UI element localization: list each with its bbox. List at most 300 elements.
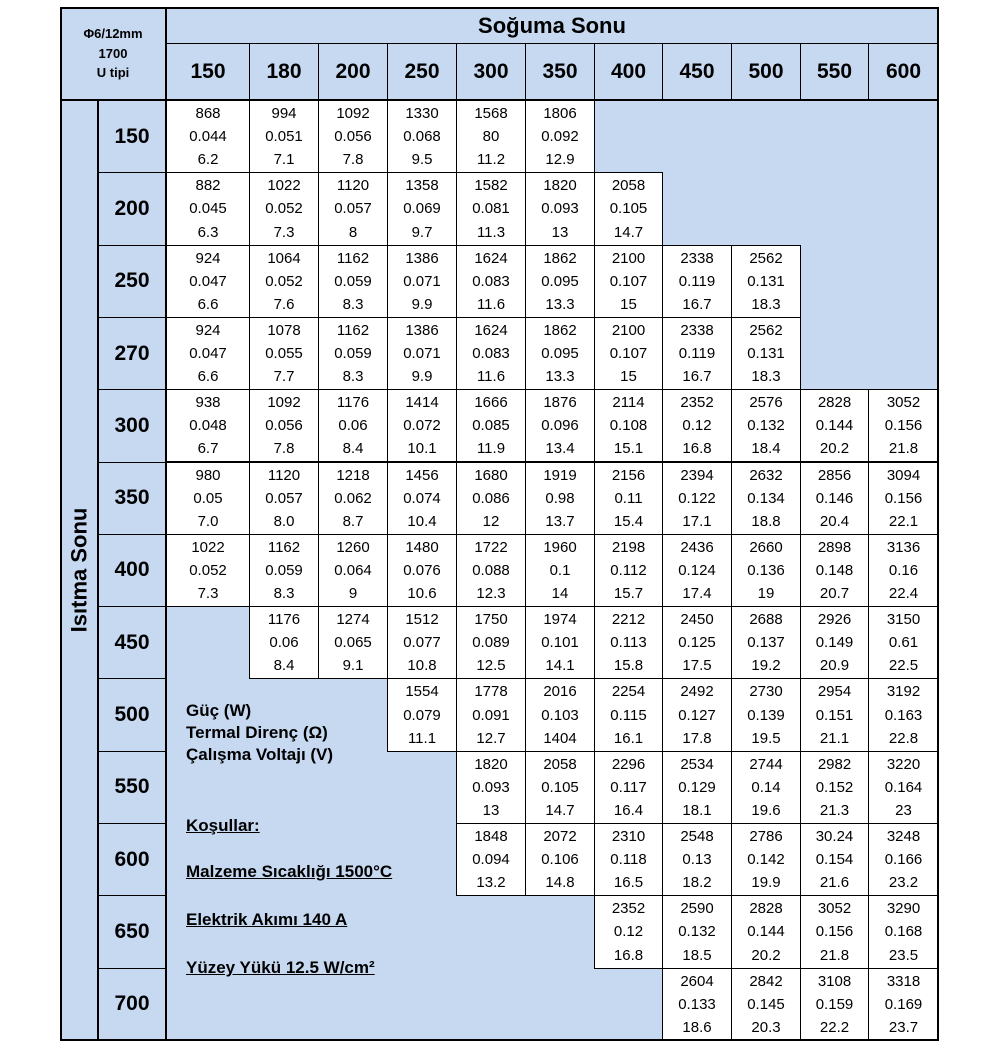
table-cell (318, 172, 388, 245)
cell-power: 2954 (817, 683, 852, 701)
cell-voltage: 12.5 (476, 657, 506, 675)
cell-voltage: 7.7 (273, 368, 295, 386)
table-cell (249, 462, 319, 535)
cell-voltage: 14.1 (545, 657, 575, 675)
cell-voltage: 18.1 (682, 801, 712, 819)
row-header-700: 700 (98, 968, 166, 1040)
cell-power: 1876 (543, 394, 577, 412)
cell-power: 3094 (886, 466, 921, 484)
table-cell (800, 968, 869, 1041)
cell-resistance: 0.1 (549, 561, 571, 579)
cell-resistance: 0.094 (472, 851, 510, 869)
cell-resistance: 0.125 (678, 634, 716, 652)
cell-power: 2562 (749, 249, 783, 267)
table-cell (525, 245, 595, 318)
cell-power: 2898 (817, 538, 852, 556)
cell-power: 924 (195, 321, 221, 339)
cell-resistance: 0.115 (610, 706, 647, 724)
cell-resistance: 0.103 (541, 706, 579, 724)
table-cell (662, 534, 732, 607)
cell-voltage: 9.1 (342, 657, 364, 675)
cell-power: 938 (195, 394, 221, 412)
table-cell (387, 606, 457, 679)
cell-resistance: 0.081 (472, 200, 510, 218)
row-header-300: 300 (98, 389, 166, 461)
table-cell (387, 317, 457, 390)
cell-power: 3220 (886, 755, 921, 773)
cell-resistance: 0.105 (609, 200, 648, 218)
table-cell (456, 751, 526, 824)
cell-voltage: 18.2 (682, 874, 712, 892)
cell-voltage: 8.4 (342, 440, 364, 458)
cell-power: 2352 (680, 394, 714, 412)
cell-resistance: 0.12 (682, 417, 712, 435)
cell-resistance: 0.092 (541, 128, 579, 146)
table-cell (868, 462, 939, 535)
cell-power: 1974 (543, 611, 577, 629)
table-cell (731, 389, 801, 462)
cell-resistance: 0.085 (472, 417, 510, 435)
cell-resistance: 0.05 (193, 489, 223, 507)
cell-voltage: 7.8 (273, 440, 295, 458)
table-cell (318, 100, 388, 173)
cell-power: 2590 (680, 900, 714, 918)
table-cell (249, 606, 319, 679)
table-cell (800, 823, 869, 896)
cell-power: 2492 (680, 683, 714, 701)
cell-power: 2562 (749, 321, 783, 339)
cell-voltage: 11.6 (476, 295, 506, 313)
cell-resistance: 0.156 (884, 489, 923, 507)
cell-resistance: 0.074 (403, 489, 441, 507)
cell-power: 2296 (611, 755, 646, 773)
corner-divider (165, 7, 167, 1041)
cell-power: 2450 (680, 611, 714, 629)
table-cell (800, 751, 869, 824)
cell-resistance: 0.108 (609, 417, 648, 435)
row-group-title-box (60, 100, 98, 1040)
cell-voltage: 13.3 (545, 295, 575, 313)
table-cell (662, 462, 732, 535)
cell-power: 2982 (817, 755, 852, 773)
table-cell (456, 823, 526, 896)
cell-voltage: 20.3 (751, 1018, 781, 1036)
table-cell (594, 389, 663, 462)
table-cell (594, 606, 663, 679)
table-cell (525, 823, 595, 896)
cell-resistance: 0.134 (747, 489, 785, 507)
cell-voltage: 14 (551, 585, 569, 603)
cell-resistance: 0.144 (815, 417, 854, 435)
cell-power: 3052 (817, 900, 852, 918)
table-cell (249, 245, 319, 318)
cell-power: 1092 (267, 394, 301, 412)
cell-resistance: 0.112 (610, 561, 647, 579)
condition-current: Elektrik Akımı 140 A (186, 910, 348, 929)
cell-power: 2254 (611, 683, 646, 701)
cell-voltage: 8.3 (273, 585, 295, 603)
cell-voltage: 8.0 (273, 512, 295, 530)
table-cell (662, 606, 732, 679)
row-header-600: 600 (98, 823, 166, 895)
table-cell (456, 678, 526, 751)
cell-voltage: 22.5 (888, 657, 919, 675)
cell-power: 2576 (749, 394, 783, 412)
cell-resistance: 0.107 (609, 345, 648, 363)
cell-voltage: 10.8 (407, 657, 437, 675)
table-cell (731, 317, 801, 390)
cell-power: 1919 (543, 466, 577, 484)
cell-resistance: 0.095 (541, 345, 579, 363)
cell-resistance: 0.052 (265, 200, 303, 218)
cell-voltage: 13 (482, 801, 500, 819)
cell-resistance: 0.118 (610, 851, 647, 869)
condition-material-temp: Malzeme Sıcaklığı 1500°C (186, 862, 393, 881)
table-cell (731, 606, 801, 679)
cell-power: 2730 (749, 683, 783, 701)
cell-voltage: 15.1 (613, 440, 644, 458)
cell-resistance: 0.064 (334, 561, 372, 579)
cell-voltage: 18.3 (751, 295, 781, 313)
cell-voltage: 20.2 (819, 440, 850, 458)
column-group-title: Soğuma Sonu (478, 12, 626, 38)
table-cell (318, 317, 388, 390)
cell-resistance: 0.057 (265, 489, 303, 507)
table-cell (387, 389, 457, 462)
cell-resistance: 0.059 (334, 272, 372, 290)
cell-resistance: 0.044 (189, 128, 227, 146)
cell-power: 2394 (680, 466, 714, 484)
table-cell (868, 751, 939, 824)
cell-resistance: 0.086 (472, 489, 510, 507)
cell-resistance: 0.156 (884, 417, 923, 435)
cell-resistance: 0.057 (334, 200, 372, 218)
cell-voltage: 18.4 (751, 440, 781, 458)
cell-power: 1680 (474, 466, 508, 484)
table-cell (594, 895, 663, 968)
table-cell (387, 678, 457, 751)
cell-power: 1820 (474, 755, 508, 773)
cell-voltage: 12.3 (476, 585, 506, 603)
cell-power: 1092 (336, 105, 370, 123)
cell-resistance: 80 (482, 128, 500, 146)
cell-power: 1750 (474, 611, 508, 629)
table-cell (456, 100, 526, 173)
cell-power: 980 (195, 466, 221, 484)
cell-resistance: 0.117 (610, 778, 647, 796)
cell-resistance: 0.089 (472, 634, 510, 652)
cell-voltage: 23.5 (888, 946, 919, 964)
cell-voltage: 16.7 (682, 368, 712, 386)
row-header-450: 450 (98, 606, 166, 678)
table-cell (731, 678, 801, 751)
cell-power: 1862 (543, 249, 577, 267)
cell-power: 1456 (405, 466, 439, 484)
table-cell (525, 172, 595, 245)
cell-power: 1386 (405, 249, 439, 267)
cell-resistance: 0.083 (472, 272, 510, 290)
cell-power: 2604 (680, 972, 714, 990)
table-cell (525, 751, 595, 824)
cell-resistance: 0.095 (541, 272, 579, 290)
table-cell (525, 100, 595, 173)
row-header-200: 200 (98, 172, 166, 244)
cell-voltage: 6.7 (197, 440, 219, 458)
cell-voltage: 16.8 (613, 946, 644, 964)
table-cell (249, 534, 319, 607)
cell-voltage: 8.3 (342, 295, 364, 313)
cell-resistance: 0.144 (747, 923, 785, 941)
cell-power: 2100 (611, 249, 646, 267)
cell-voltage: 8 (348, 223, 358, 241)
cell-voltage: 13.3 (545, 368, 575, 386)
table-cell (594, 751, 663, 824)
conditions-title: Koşullar: (186, 816, 260, 835)
cell-resistance: 0.059 (334, 345, 372, 363)
cell-power: 1820 (543, 177, 577, 195)
column-header-500: 500 (731, 44, 800, 100)
row-header-550: 550 (98, 751, 166, 823)
cell-voltage: 20.7 (819, 585, 850, 603)
cell-resistance: 0.124 (678, 561, 716, 579)
cell-voltage: 19.9 (751, 874, 781, 892)
cell-voltage: 11.3 (476, 223, 506, 241)
cell-voltage: 10.4 (407, 512, 437, 530)
cell-resistance: 0.132 (747, 417, 785, 435)
cell-power: 2016 (543, 683, 577, 701)
cell-resistance: 0.148 (815, 561, 854, 579)
table-cell (662, 968, 732, 1041)
column-header-450: 450 (662, 44, 731, 100)
cell-resistance: 0.056 (334, 128, 372, 146)
cell-voltage: 21.6 (819, 874, 850, 892)
cell-power: 1022 (267, 177, 301, 195)
cell-power: 924 (195, 249, 221, 267)
cell-resistance: 0.131 (747, 272, 785, 290)
row-header-500: 500 (98, 678, 166, 750)
cell-resistance: 0.107 (609, 272, 648, 290)
cell-voltage: 22.8 (888, 729, 919, 747)
cell-resistance: 0.149 (815, 634, 854, 652)
cell-power: 2310 (611, 828, 646, 846)
table-cell (249, 389, 319, 462)
cell-power: 2842 (749, 972, 783, 990)
cell-voltage: 8.4 (273, 657, 295, 675)
cell-power: 1806 (543, 105, 577, 123)
cell-voltage: 13 (551, 223, 569, 241)
cell-voltage: 16.8 (682, 440, 712, 458)
cell-resistance: 0.045 (189, 200, 227, 218)
cell-power: 3290 (886, 900, 921, 918)
table-cell (525, 462, 595, 535)
column-header-150: 150 (166, 44, 249, 100)
cell-resistance: 0.062 (334, 489, 372, 507)
cell-resistance: 0.13 (682, 851, 712, 869)
cell-power: 1624 (474, 249, 508, 267)
cell-power: 2436 (680, 538, 714, 556)
cell-voltage: 15.7 (613, 585, 644, 603)
cell-voltage: 18.3 (751, 368, 781, 386)
cell-power: 2786 (749, 828, 783, 846)
table-cell (594, 245, 663, 318)
cell-power: 1386 (405, 321, 439, 339)
table-cell (868, 534, 939, 607)
legend-power: Güç (W) (186, 701, 252, 720)
table-cell (662, 389, 732, 462)
cell-voltage: 12 (482, 512, 500, 530)
table-cell (387, 172, 457, 245)
table-cell (318, 606, 388, 679)
cell-voltage: 16.7 (682, 295, 712, 313)
table-cell (387, 100, 457, 173)
cell-resistance: 0.98 (545, 489, 575, 507)
cell-voltage: 19.2 (751, 657, 781, 675)
cell-power: 1176 (336, 394, 370, 412)
table-cell (249, 317, 319, 390)
cell-voltage: 6.6 (197, 295, 219, 313)
table-cell (594, 678, 663, 751)
table-cell (800, 534, 869, 607)
cell-resistance: 0.132 (678, 923, 716, 941)
cell-voltage: 12.9 (545, 151, 575, 169)
cell-power: 1120 (267, 466, 301, 484)
cell-resistance: 0.047 (189, 272, 227, 290)
cell-power: 3136 (886, 538, 921, 556)
table-cell (525, 678, 595, 751)
row-header-350: 350 (98, 462, 166, 534)
table-cell (662, 245, 732, 318)
table-cell (525, 534, 595, 607)
cell-power: 2926 (817, 611, 852, 629)
cell-voltage: 16.4 (613, 801, 644, 819)
cell-resistance: 0.127 (678, 706, 716, 724)
cell-voltage: 20.2 (751, 946, 781, 964)
table-cell (456, 389, 526, 462)
cell-voltage: 14.8 (545, 874, 575, 892)
cell-power: 1582 (474, 177, 508, 195)
cell-power: 3192 (886, 683, 921, 701)
cell-power: 3052 (886, 394, 921, 412)
cell-power: 2072 (543, 828, 577, 846)
column-header-300: 300 (456, 44, 525, 100)
cell-resistance: 0.131 (747, 345, 785, 363)
cell-voltage: 7.0 (197, 512, 219, 530)
row-header-650: 650 (98, 895, 166, 967)
cell-resistance: 0.16 (888, 561, 919, 579)
row-header-150: 150 (98, 100, 166, 172)
cell-voltage: 22.2 (819, 1018, 850, 1036)
table-cell (166, 389, 250, 462)
cell-voltage: 21.1 (819, 729, 850, 747)
table-cell (318, 389, 388, 462)
table-cell (166, 317, 250, 390)
cell-resistance: 0.088 (472, 561, 510, 579)
cell-resistance: 0.164 (884, 778, 923, 796)
cell-power: 1330 (405, 105, 439, 123)
table-cell (800, 389, 869, 462)
cell-voltage: 23.2 (888, 874, 919, 892)
cell-voltage: 20.9 (819, 657, 850, 675)
cell-resistance: 0.168 (884, 923, 923, 941)
cell-voltage: 6.2 (197, 151, 219, 169)
column-header-550: 550 (800, 44, 868, 100)
table-cell (456, 172, 526, 245)
cell-resistance: 0.105 (541, 778, 579, 796)
cell-resistance: 0.076 (403, 561, 441, 579)
cell-resistance: 0.113 (610, 634, 647, 652)
cell-voltage: 8.7 (342, 512, 364, 530)
table-cell (868, 968, 939, 1041)
cell-power: 2114 (612, 394, 645, 412)
table-cell (800, 462, 869, 535)
cell-voltage: 11.9 (476, 440, 506, 458)
cell-resistance: 0.145 (747, 995, 785, 1013)
cell-power: 1274 (336, 611, 370, 629)
cell-power: 2058 (611, 177, 646, 195)
cell-power: 1218 (336, 466, 370, 484)
cell-resistance: 0.096 (541, 417, 579, 435)
cell-voltage: 16.1 (613, 729, 644, 747)
table-cell (662, 895, 732, 968)
cell-power: 30.24 (815, 828, 854, 846)
cell-power: 1848 (474, 828, 508, 846)
title-divider (166, 43, 938, 44)
cell-voltage: 17.1 (682, 512, 712, 530)
table-cell (249, 172, 319, 245)
cell-power: 2212 (611, 611, 646, 629)
cell-power: 2534 (680, 755, 714, 773)
cell-voltage: 11.2 (476, 151, 506, 169)
cell-resistance: 0.106 (541, 851, 579, 869)
cell-power: 1078 (267, 321, 301, 339)
corner-spec (60, 7, 166, 100)
cell-power: 1480 (405, 538, 439, 556)
cell-voltage: 10.1 (407, 440, 437, 458)
cell-resistance: 0.059 (265, 561, 303, 579)
cell-resistance: 0.071 (403, 272, 441, 290)
cell-voltage: 14.7 (545, 801, 575, 819)
table-cell (318, 462, 388, 535)
cell-resistance: 0.06 (269, 634, 299, 652)
cell-resistance: 0.052 (189, 561, 227, 579)
cell-power: 2744 (749, 755, 783, 773)
table-border-bottom (60, 1039, 939, 1041)
cell-resistance: 0.122 (678, 489, 716, 507)
cell-voltage: 6.6 (197, 368, 219, 386)
condition-surface-load: Yüzey Yükü 12.5 W/cm² (186, 958, 375, 977)
cell-resistance: 0.156 (815, 923, 854, 941)
cell-voltage: 21.3 (819, 801, 850, 819)
cell-voltage: 7.8 (342, 151, 364, 169)
cell-power: 2058 (543, 755, 577, 773)
cell-power: 2352 (611, 900, 646, 918)
table-cell (731, 968, 801, 1041)
table-cell (731, 823, 801, 896)
table-cell (387, 245, 457, 318)
table-cell (456, 245, 526, 318)
cell-resistance: 0.068 (403, 128, 441, 146)
row-header-400: 400 (98, 534, 166, 606)
cell-resistance: 0.154 (815, 851, 854, 869)
table-cell (525, 317, 595, 390)
table-cell (318, 245, 388, 318)
cell-resistance: 0.069 (403, 200, 441, 218)
table-cell (800, 606, 869, 679)
cell-power: 2548 (680, 828, 714, 846)
table-cell (594, 823, 663, 896)
row-header-270: 270 (98, 317, 166, 389)
cell-resistance: 0.14 (751, 778, 781, 796)
